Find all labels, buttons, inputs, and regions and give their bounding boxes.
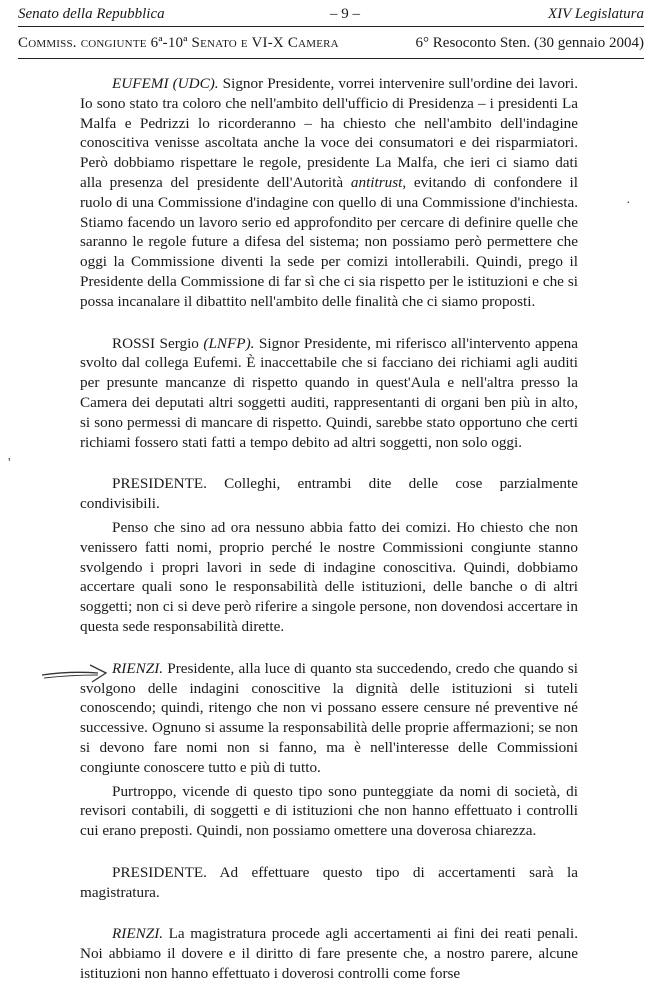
paragraph-text: , evitando di confondere il ruolo di una Commissione d'indagine con quello di una Commissione d'inchiesta. Stiamo facendo un lavoro serio ed approfondito per cercare di definire quelle che saranno le regole future a difesa del sistema; non possiamo però permettere che oggi la Commissione diventi la sede per comizi intollerabili. Quindi, prego il Presidente della Commissione di far sì che ci sia rispetto per le istituzioni e che si possa incanalare il dibattito nell'ambito delle finalità che ci siamo proposti. [80, 173, 578, 310]
subheader-right: 6° Resoconto Sten. (30 gennaio 2004) [415, 35, 644, 51]
speaker-name: PRESIDENTE. [112, 863, 207, 881]
speaker-name: EUFEMI (UDC). [112, 75, 219, 92]
paragraph-text: Ad effettuare questo tipo di accertamenti sarà la magistratura. [80, 863, 578, 901]
speaker-name: ROSSI Sergio [112, 334, 204, 352]
paragraph-presidente [80, 474, 578, 514]
paragraph-rossi [80, 334, 578, 453]
paragraph-eufemi [80, 74, 578, 312]
paragraph-text: Purtroppo, vicende di questo tipo sono punteggiate da nomi di società, di revisori contabili, di soggetti e di istituzioni che non hanno effettuato i controlli cui erano preposti. Quindi, non possiamo omettere una doverosa chiarezza. [80, 782, 578, 840]
transcript-body [80, 74, 578, 984]
paragraph-text: Presidente, alla luce di quanto sta succedendo, credo che quando si svolgono delle indagini conoscitive la dignità delle istituzioni si tuteli conoscendo; quindi, ritengo che non vi possano essere censure né preventive né successive. Ognuno si assume la responsabilità delle proprie affermazioni; se non si devono fare nomi non si fanno, ma è nell'interesse delle Commissioni congiunte conoscere tutto e più di tutto. [80, 659, 578, 776]
speaker-name: RIENZI. [112, 659, 164, 677]
paragraph-presidente-2 [80, 863, 578, 903]
speaker-name: RIENZI. [112, 925, 164, 943]
paragraph-text: Penso che sino ad ora nessuno abbia fatto dei comizi. Ho chiesto che non venissero fatti nomi, proprio perché le nostre Commissioni congiunte stanno svolgendo i propri lavori in sede di indagine conoscitiva. Quindi, dobbiamo accertare quali sono le responsabilità delle istituzioni, delle banche o di altri soggetti; non ci si deve però riferire a singole persone, non dovendosi accertare in questa sede responsabilità dirette. [80, 518, 578, 635]
running-header [18, 4, 644, 27]
paragraph-text: Signor Presidente, vorrei intervenire sull'ordine dei lavori. Io sono stato tra coloro che nell'ambito dell'ufficio di Presidenza – i presidenti La Malfa e Pedrizzi lo ricorderanno – ha chiesto che nell'ambito dell'indagine conoscitiva venisse ascoltata anche la voce dei consumatori e dei risparmiatori. Però dobbiamo rispettare le regole, presidente La Malfa, che ieri ci siamo dati alla presenza del presidente dell'Autorità [80, 75, 578, 191]
scan-mark: · [626, 196, 631, 211]
speaker-name: PRESIDENTE. [112, 475, 207, 493]
paragraph-text: La magistratura procede agli accertamenti ai fini dei reati penali. Noi abbiamo il dovere e il diritto di fare presente che, a nostro parere, alcune istituzioni non hanno effettuato i doverosi controlli come forse [80, 925, 578, 983]
sub-header [18, 34, 644, 59]
page-number: – 9 – [330, 6, 360, 22]
paragraph-text: Signor Presidente, mi riferisco all'intervento appena svolto dal collega Eufemi. È inaccettabile che si facciano dei richiami agli auditi per presunte mancanze di rispetto quando in quest'Aula e nell'altra presso la Camera dei deputati altri soggetti auditi, rappresentanti di organi ben più in alto, si sono permessi di mancare di rispetto. Quindi, sarebbe stato opportuno che certi richiami fossero stati fatti a tempo debito ad altri soggetti, non solo oggi. [80, 334, 578, 451]
paragraph-rienzi-2 [80, 924, 578, 983]
italic-term: antitrust [350, 173, 403, 191]
header-left: Senato della Repubblica [18, 6, 165, 22]
paragraph-text: Colleghi, entrambi dite delle cose parzialmente condivisibili. [80, 475, 578, 513]
paragraph-rienzi-cont [80, 782, 578, 841]
subheader-left: Commiss. congiunte 6ª-10ª Senato e VI-X Camera [18, 35, 339, 51]
scan-mark: ' [8, 456, 11, 471]
header-right: XIV Legislatura [548, 6, 644, 22]
speaker-group: (LNFP). [203, 334, 255, 352]
paragraph-rienzi [80, 659, 578, 778]
paragraph-presidente-cont [80, 518, 578, 637]
